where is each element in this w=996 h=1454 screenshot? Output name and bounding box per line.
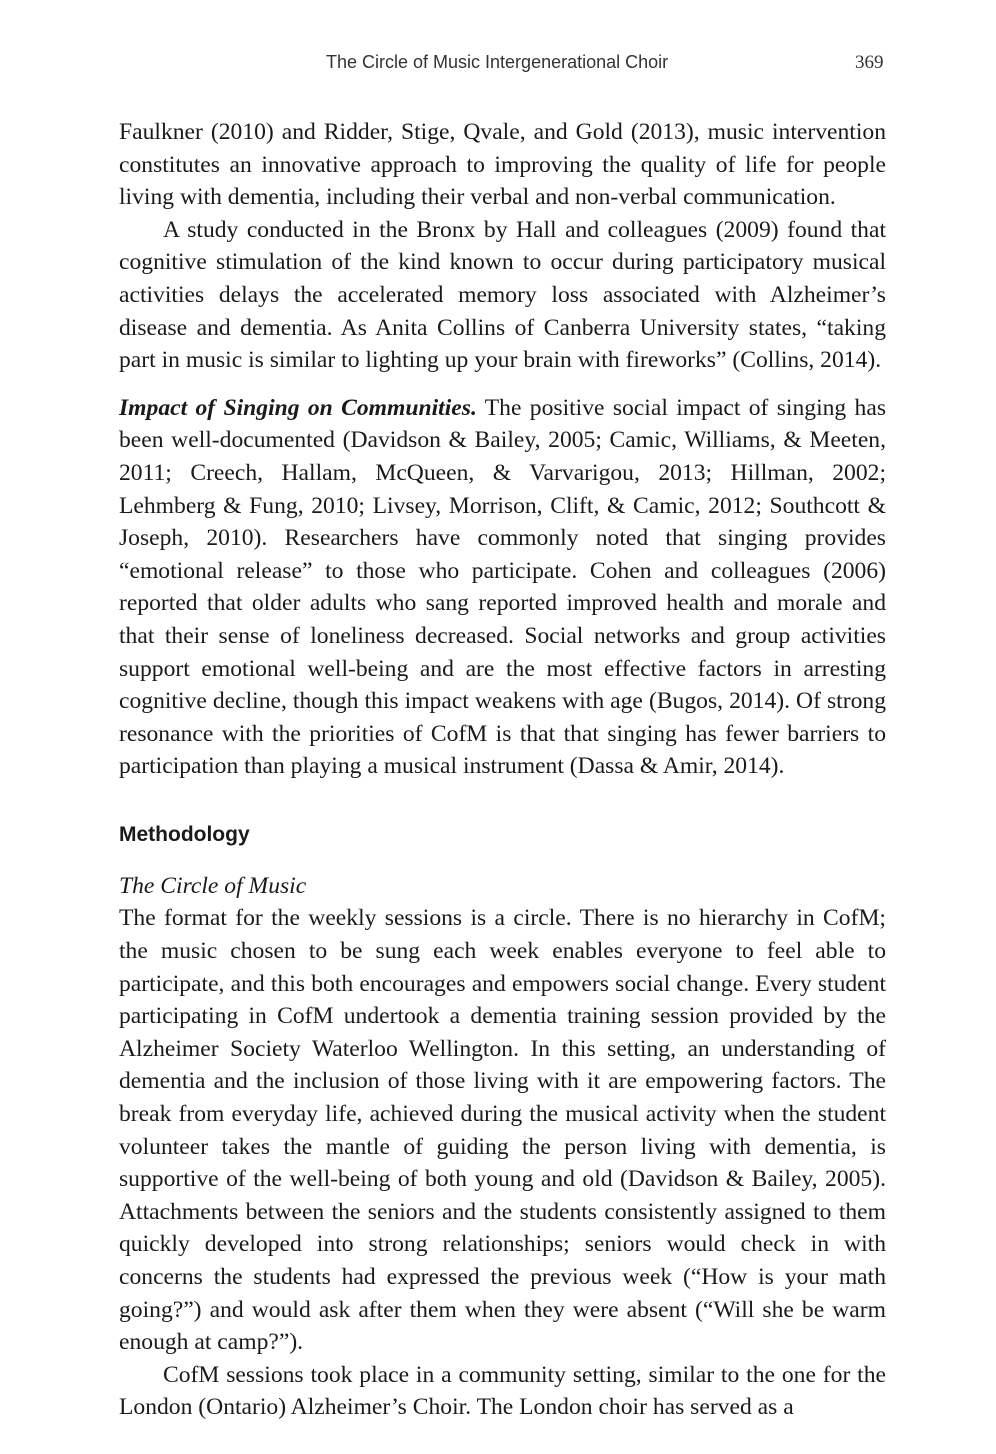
running-title: The Circle of Music Intergenerational Choir: [326, 52, 669, 72]
subsection-heading-circle-of-music: The Circle of Music: [119, 872, 307, 899]
paragraph-community-setting: CofM sessions took place in a community setting, similar to the one for the London (Ontario) Alzheimer’s Choir. The London choir has served as a: [119, 1361, 886, 1421]
section-heading-methodology: Methodology: [119, 822, 250, 846]
runin-heading-impact-of-singing: Impact of Singing on Communities.: [119, 394, 477, 421]
running-header: [0, 52, 996, 76]
paragraph-continuation: Faulkner (2010) and Ridder, Stige, Qvale, and Gold (2013), music intervention constitutes an innovative approach to improving the quality of life for people living with dementia, including their verbal and non-verbal communication.: [119, 119, 886, 211]
body-text: [119, 116, 886, 1424]
page-number: 369: [855, 52, 884, 73]
paragraph-format-of-sessions: The format for the weekly sessions is a circle. There is no hierarchy in CofM; the music chosen to be sung each week enables everyone to feel able to participate, and this both encourages and empowers social change. Every student participating in CofM undertook a dementia training session provided by the Alzheimer Society Waterloo Wellington. In this setting, an understanding of dementia and the inclusion of those living with it are empowering factors. The break from everyday life, achieved during the musical activity when the student volunteer takes the mantle of guiding the person living with dementia, is supportive of the well-being of both young and old (Davidson & Bailey, 2005). Attachments between the seniors and the students consistently assigned to them quickly developed into strong relationships; seniors would check in with concerns the students had expressed the previous week (“How is your math going?”) and would ask after them when they were absent (“Will she be warm enough at camp?”).: [119, 905, 886, 1356]
paragraph-impact-of-singing: [119, 392, 886, 783]
paragraph-impact-text: The positive social impact of singing has been well-documented (Davidson & Bailey, 2005; Camic, Williams, & Meeten, 2011; Creech, Hallam, McQueen, & Varvarigou, 2013; Hillman, 2002; Lehmberg & Fung, 2010; Livsey, Morrison, Clift, & Camic, 2012; Southcott & Joseph, 2010). Researchers have commonly noted that singing provides “emotional release” to those who participate. Cohen and colleagues (2006) reported that older adults who sang reported improved health and morale and that their sense of loneliness decreased. Social networks and group activities support emotional well-being and are the most effective factors in arresting cognitive decline, though this impact weakens with age (Bugos, 2014). Of strong resonance with the priorities of CofM is that that singing has fewer barriers to participation than playing a musical instrument (Dassa & Amir, 2014).: [119, 394, 887, 780]
paragraph-bronx-study: A study conducted in the Bronx by Hall and colleagues (2009) found that cognitive stimulation of the kind known to occur during participatory musical activities delays the accelerated memory loss associated with Alzheimer’s disease and dementia. As Anita Collins of Canberra University states, “taking part in music is similar to lighting up your brain with fireworks” (Collins, 2014).: [119, 216, 886, 374]
